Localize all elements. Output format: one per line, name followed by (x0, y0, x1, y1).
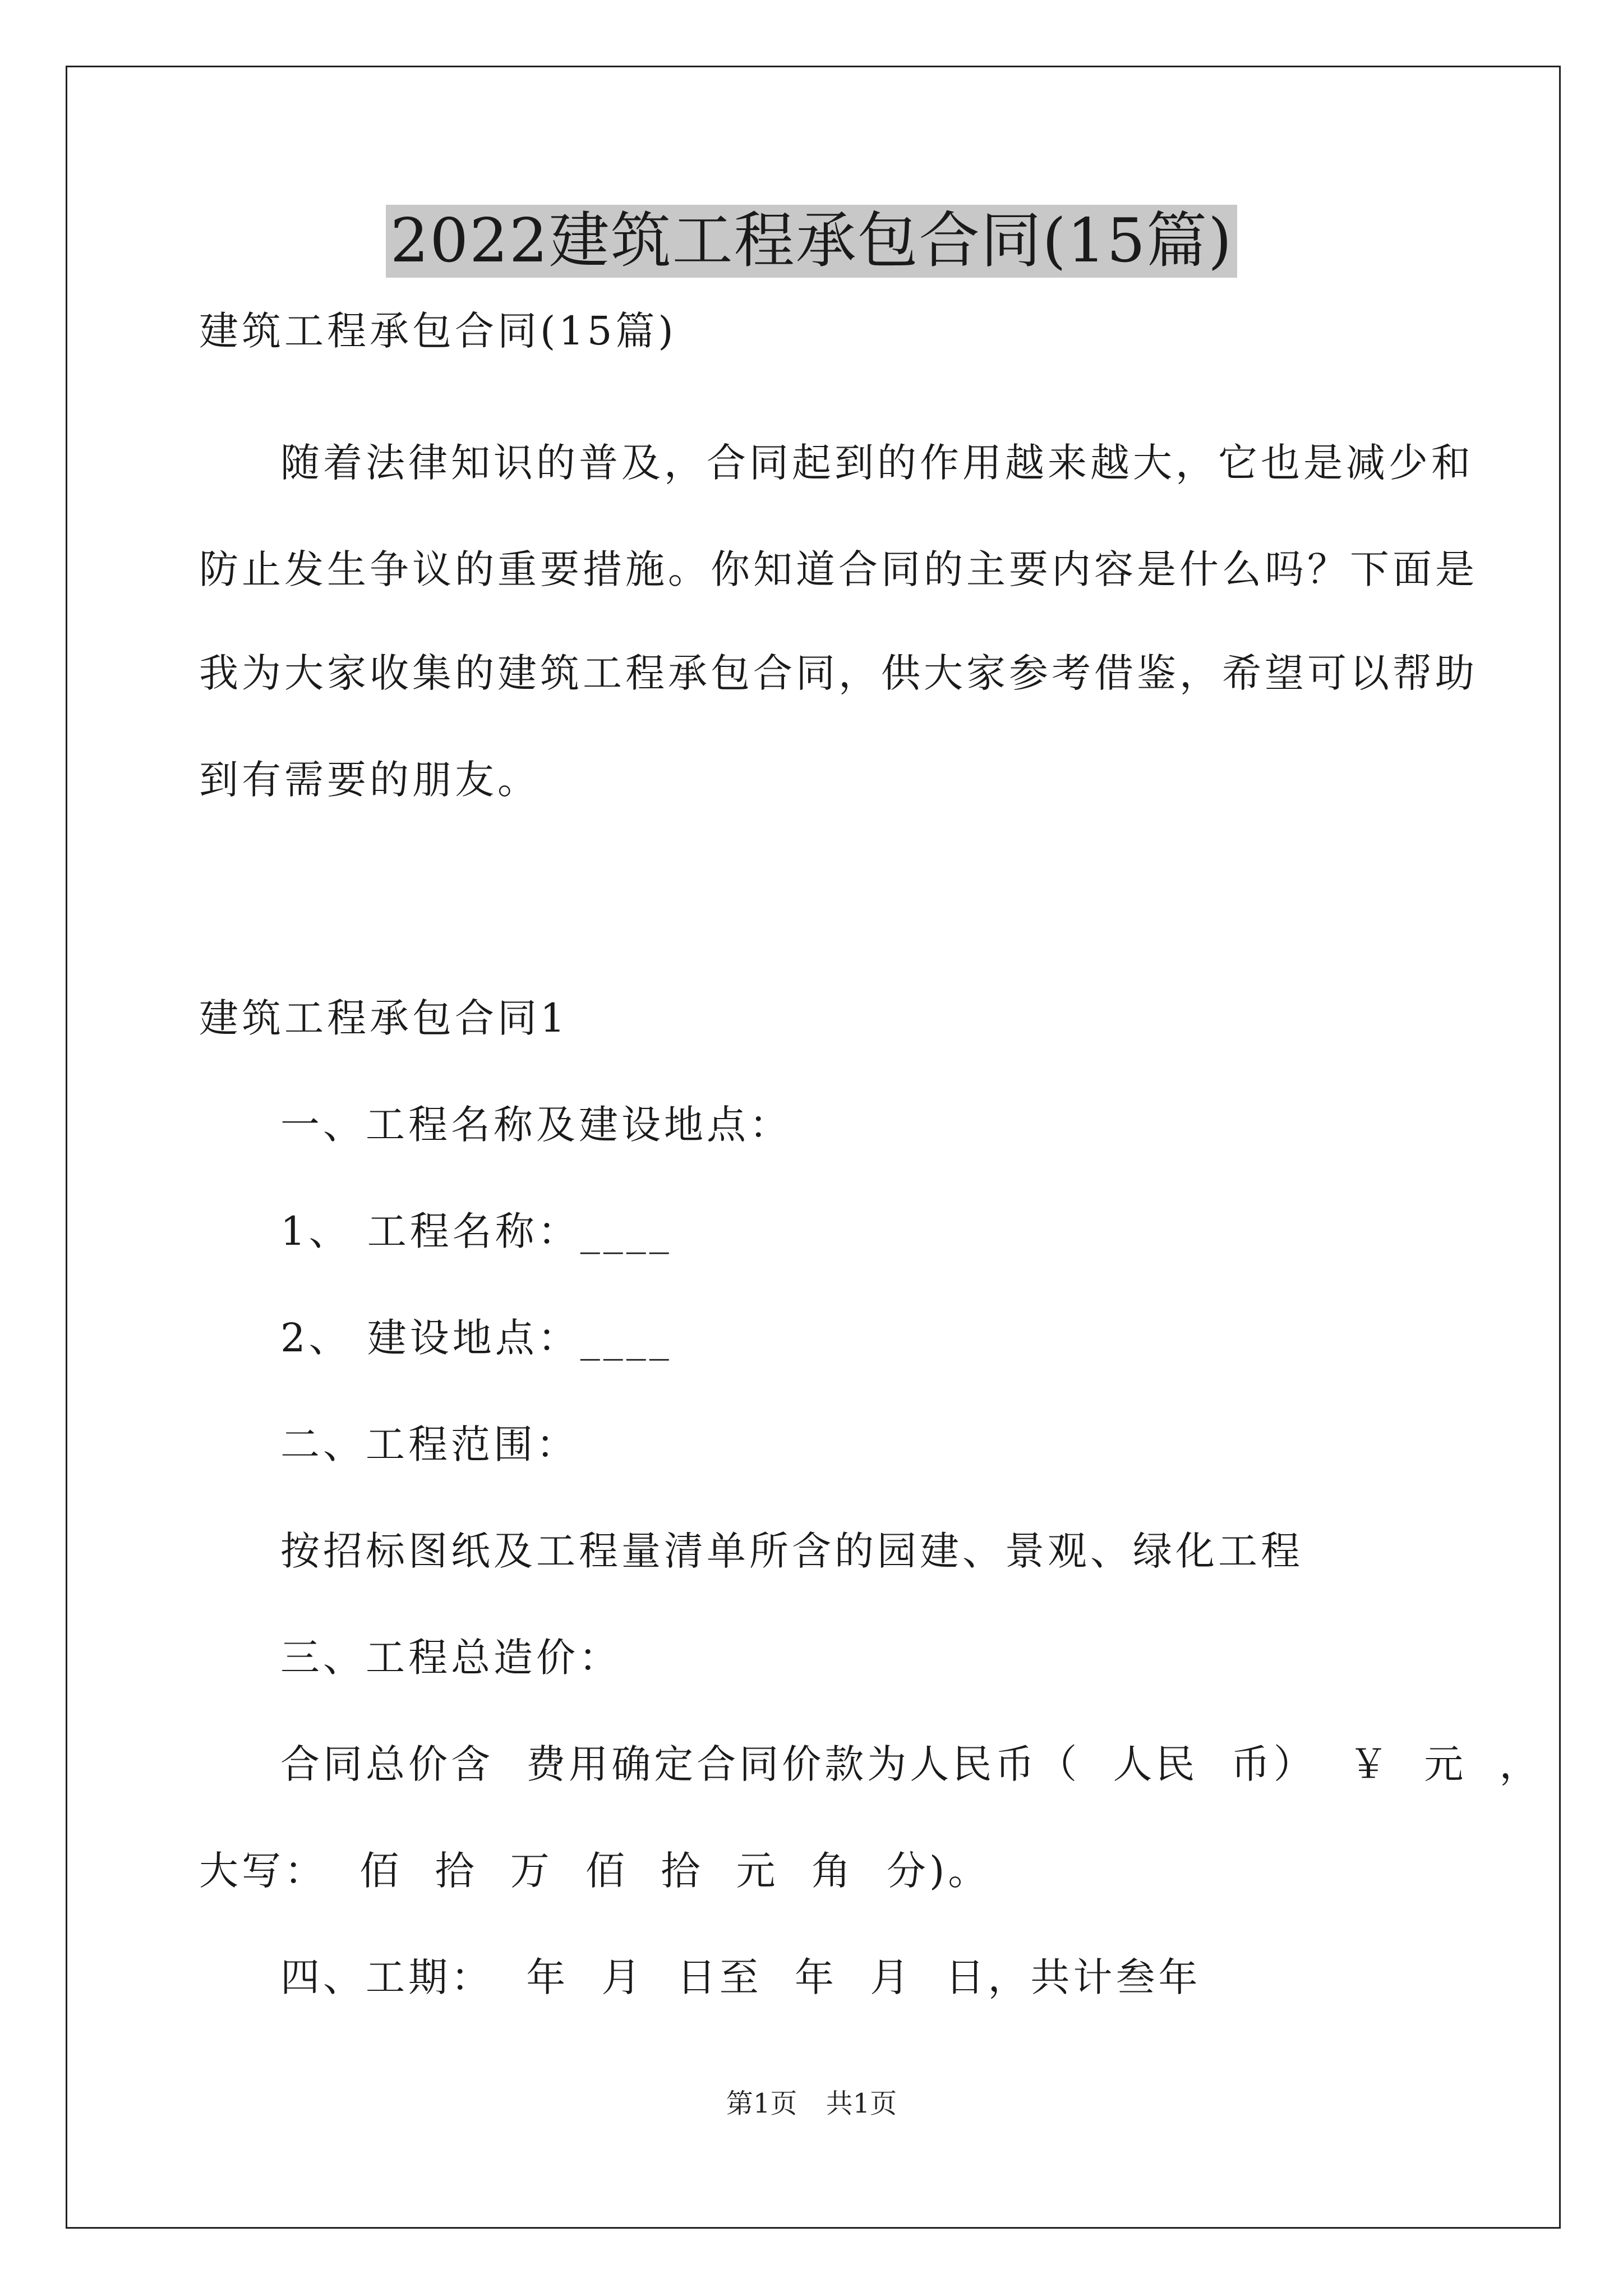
clause-1-item-2: 2、 建设地点：____ (280, 1315, 672, 1361)
document-subtitle: 建筑工程承包合同(15篇) (199, 308, 677, 354)
clause-2-heading: 二、工程范围： (280, 1421, 579, 1467)
intro-line-4: 到有需要的朋友。 (199, 757, 540, 803)
title-container (0, 205, 1623, 278)
page-number-current: 第1页 (726, 2088, 797, 2119)
clause-1-heading: 一、工程名称及建设地点： (280, 1102, 792, 1148)
intro-line-2: 防止发生争议的重要措施。你知道合同的主要内容是什么吗？下面是 (199, 546, 1478, 592)
page-footer (0, 2087, 1623, 2120)
section-heading: 建筑工程承包合同1 (199, 995, 569, 1041)
intro-line-1: 随着法律知识的普及，合同起到的作用越来越大，它也是减少和 (280, 440, 1474, 486)
clause-2-text: 按招标图纸及工程量清单所含的园建、景观、绿化工程 (280, 1528, 1303, 1574)
clause-3-heading: 三、工程总造价： (280, 1635, 621, 1681)
clause-3-line-2: 大写： 佰 拾 万 佰 拾 元 角 分)。 (199, 1848, 991, 1894)
document-title: 2022建筑工程承包合同(15篇) (386, 205, 1238, 278)
clause-3-line-1: 合同总价含 费用确定合同价款为人民币（ 人民 币） ￥ 元 ， (280, 1741, 1542, 1787)
clause-1-item-1: 1、 工程名称：____ (280, 1208, 672, 1254)
page-number-total: 共1页 (826, 2088, 897, 2119)
clause-4-heading: 四、工期： 年 月 日至 年 月 日，共计叁年 (280, 1954, 1201, 2000)
intro-line-3: 我为大家收集的建筑工程承包合同，供大家参考借鉴，希望可以帮助 (199, 650, 1478, 696)
